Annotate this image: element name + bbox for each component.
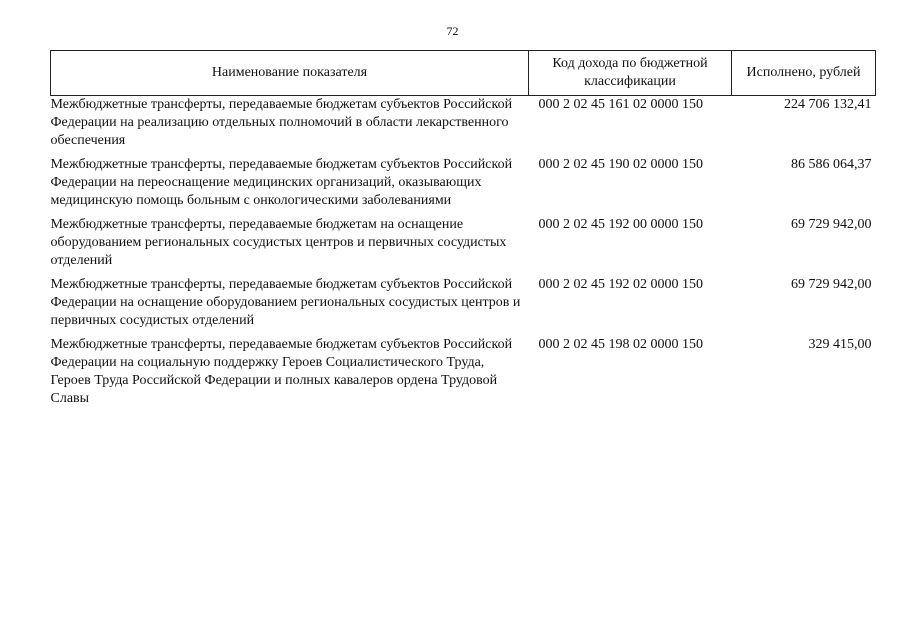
table-row	[51, 276, 876, 336]
header-executed-amount: Исполнено, рублей	[732, 51, 876, 96]
row-income-code: 000 2 02 45 198 02 0000 150	[538, 337, 703, 352]
table-row	[51, 336, 876, 414]
row-executed-amount: 329 415,00	[808, 337, 872, 352]
budget-execution-table	[50, 50, 876, 414]
row-indicator-name: Межбюджетные трансферты, передаваемые бюджетам субъектов Российской Федерации на переоснащение медицинских организаций, оказывающих медицинскую помощь больным с онкологическими заболеваниями	[50, 157, 513, 208]
row-executed-amount: 224 706 132,41	[784, 97, 872, 112]
row-income-code: 000 2 02 45 192 02 0000 150	[538, 277, 703, 292]
header-income-code: Код дохода по бюджетной классификации	[529, 51, 732, 96]
row-indicator-name: Межбюджетные трансферты, передаваемые бюджетам субъектов Российской Федерации на оснащение оборудованием региональных сосудистых центров и первичных сосудистых отделений	[50, 277, 521, 328]
page-number: 72	[446, 24, 459, 38]
table-row	[51, 216, 876, 276]
table-row	[51, 96, 876, 157]
row-indicator-name: Межбюджетные трансферты, передаваемые бюджетам субъектов Российской Федерации на реализацию отдельных полномочий в области лекарственного обеспечения	[50, 97, 513, 148]
row-income-code: 000 2 02 45 161 02 0000 150	[538, 97, 703, 112]
row-indicator-name: Межбюджетные трансферты, передаваемые бюджетам на оснащение оборудованием региональных сосудистых центров и первичных сосудистых отделений	[50, 217, 507, 268]
row-income-code: 000 2 02 45 192 00 0000 150	[538, 217, 703, 232]
row-executed-amount: 86 586 064,37	[791, 157, 872, 172]
row-indicator-name: Межбюджетные трансферты, передаваемые бюджетам субъектов Российской Федерации на социальную поддержку Героев Социалистического Труда, Героев Труда Российской Федерации и полных кавалеров ордена Трудовой Славы	[50, 337, 513, 406]
row-income-code: 000 2 02 45 190 02 0000 150	[538, 157, 703, 172]
table-header-row	[51, 51, 876, 96]
row-executed-amount: 69 729 942,00	[791, 277, 872, 292]
table-row	[51, 156, 876, 216]
row-executed-amount: 69 729 942,00	[791, 217, 872, 232]
header-indicator-name: Наименование показателя	[51, 51, 529, 96]
